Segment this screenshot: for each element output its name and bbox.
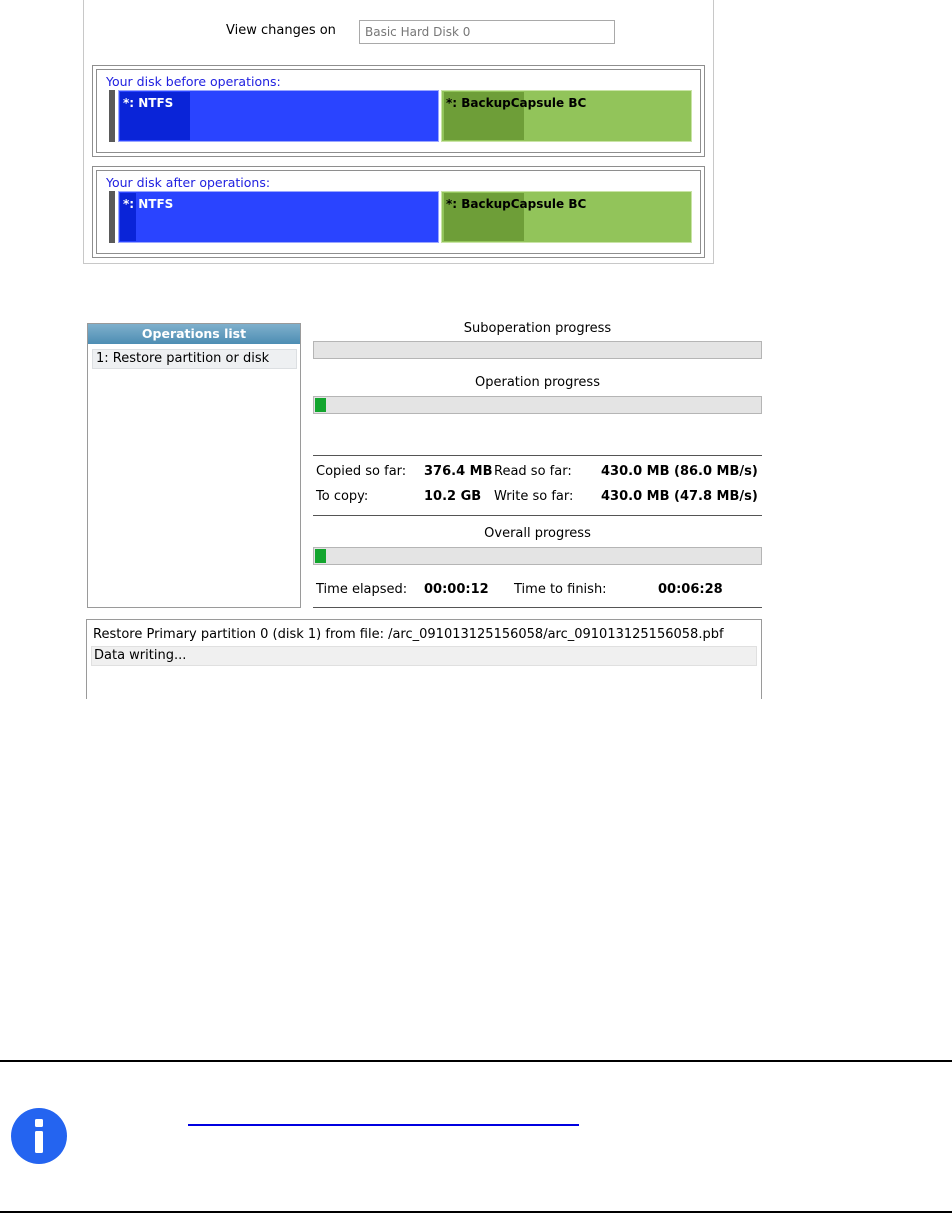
- operation-progress-fill: [315, 398, 326, 412]
- partition-backupcapsule-before[interactable]: [441, 90, 692, 142]
- suboperation-progress-title: Suboperation progress: [463, 321, 612, 336]
- overall-progress-bar: [313, 547, 762, 565]
- disk-after-marker: [109, 191, 115, 243]
- disk-select-field[interactable]: Basic Hard Disk 0: [359, 20, 615, 44]
- view-changes-label: View changes on: [226, 23, 336, 38]
- to-copy-label: To copy:: [316, 489, 369, 504]
- disk-after-title: Your disk after operations:: [106, 175, 271, 190]
- disk-before-frame: [96, 69, 701, 153]
- note-bottom-rule: [0, 1211, 952, 1213]
- overall-progress-title: Overall progress: [484, 526, 591, 541]
- operation-item[interactable]: 1: Restore partition or disk: [92, 349, 297, 369]
- log-line: Restore Primary partition 0 (disk 1) from file: /arc_091013125156058/arc_091013125156058.pbf: [93, 627, 724, 642]
- to-copy-value: 10.2 GB: [424, 489, 482, 504]
- info-icon-dot: [35, 1119, 43, 1127]
- partition-label: *: NTFS: [123, 197, 174, 211]
- partition-label: *: BackupCapsule BC: [446, 96, 587, 110]
- finish-value: 00:06:28: [658, 582, 723, 597]
- read-label: Read so far:: [494, 464, 572, 479]
- link-underline[interactable]: [188, 1124, 579, 1126]
- operations-list-header: Operations list: [88, 324, 300, 344]
- write-value: 430.0 MB (47.8 MB/s): [601, 489, 758, 504]
- suboperation-progress-bar: [313, 341, 762, 359]
- disk-before-group: [92, 65, 705, 157]
- note-top-rule: [0, 1060, 952, 1062]
- operation-log: [86, 619, 762, 699]
- elapsed-label: Time elapsed:: [316, 582, 408, 597]
- disk-before-marker: [109, 90, 115, 142]
- overall-progress-fill: [315, 549, 326, 563]
- partition-ntfs-after[interactable]: [118, 191, 439, 243]
- divider: [313, 455, 762, 456]
- disk-after-group: [92, 166, 705, 258]
- write-label: Write so far:: [494, 489, 574, 504]
- log-status-line: Data writing...: [91, 646, 757, 666]
- copied-value: 376.4 MB: [424, 464, 493, 479]
- copied-label: Copied so far:: [316, 464, 407, 479]
- disk-after-frame: [96, 170, 701, 254]
- partition-label: *: NTFS: [123, 96, 174, 110]
- partition-ntfs-before[interactable]: [118, 90, 439, 142]
- info-icon-stem: [35, 1131, 43, 1153]
- operation-progress-bar: [313, 396, 762, 414]
- partition-backupcapsule-after[interactable]: [441, 191, 692, 243]
- finish-label: Time to finish:: [514, 582, 607, 597]
- divider: [313, 515, 762, 516]
- divider: [313, 607, 762, 608]
- partition-label: *: BackupCapsule BC: [446, 197, 587, 211]
- operation-progress-title: Operation progress: [475, 375, 600, 390]
- read-value: 430.0 MB (86.0 MB/s): [601, 464, 758, 479]
- info-icon: [11, 1108, 67, 1164]
- disk-before-title: Your disk before operations:: [106, 74, 281, 89]
- operations-list: [87, 323, 301, 608]
- elapsed-value: 00:00:12: [424, 582, 489, 597]
